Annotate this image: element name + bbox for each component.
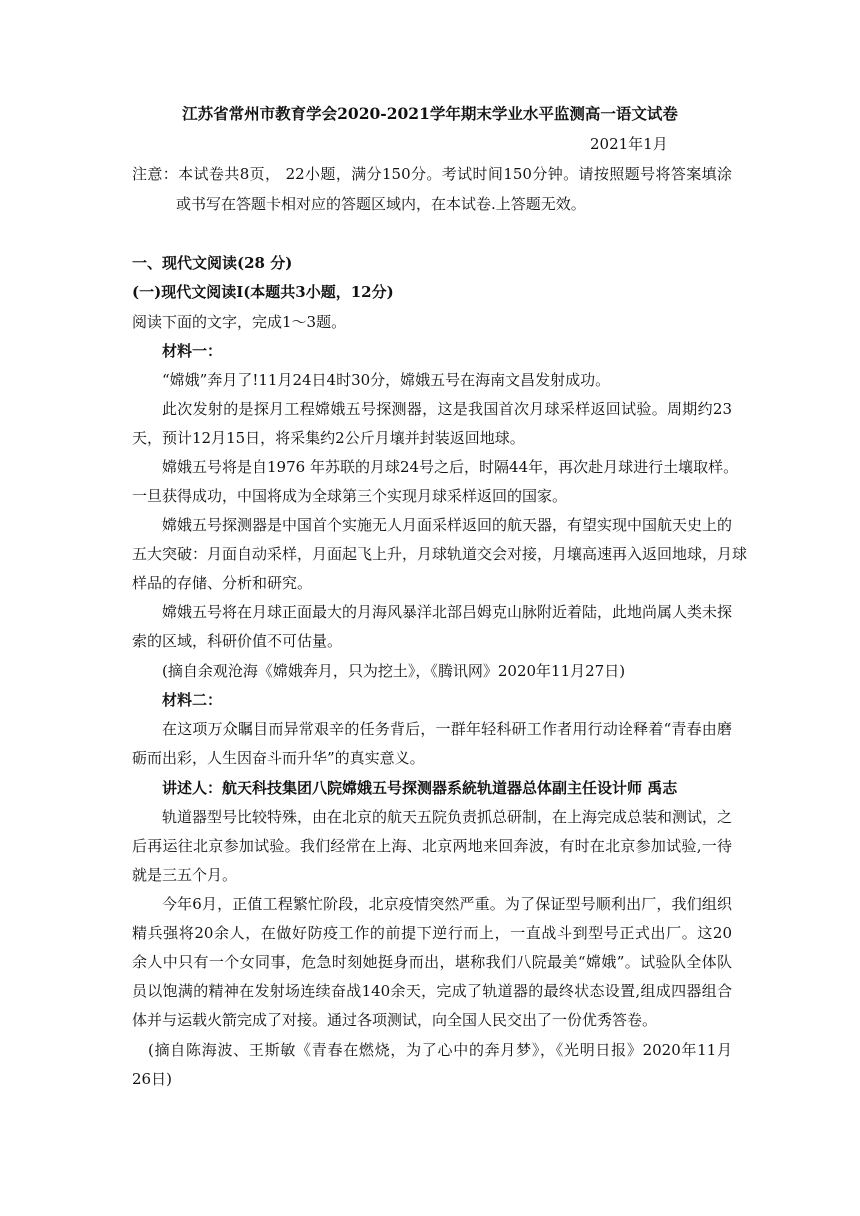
material2-source: (摘自陈海波、王斯敏《青春在燃烧，为了心中的奔月梦》，《光明日报》2020年11月 xyxy=(148,1041,732,1059)
material1-paragraph: 嫦娥五号将是自1976 年苏联的月球24号之后，时隔44年，再次赴月球进行土壤取样。 xyxy=(162,458,739,476)
material1-source: (摘自余观沧海《嫦娥奔月，只为挖土》，《腾讯网》2020年11月27日) xyxy=(162,662,626,680)
material2-paragraph: 员以饱满的精神在发射场连续奋战140余天，完成了轨道器的最终状态设置,组成四器组合 xyxy=(132,982,732,1000)
notice-line-1: 注意：本试卷共8页， 22小题，满分150分。考试时间150分钟。请按照题号将答案填涂 xyxy=(132,165,732,183)
material2-source: 26日) xyxy=(132,1070,172,1088)
material1-paragraph: 嫦娥五号探测器是中国首个实施无人月面采样返回的航天器，有望实现中国航天史上的 xyxy=(162,516,733,534)
material2-label: 材料二： xyxy=(162,691,223,709)
material1-paragraph: 一旦获得成功，中国将成为全球第三个实现月球采样返回的国家。 xyxy=(132,487,568,505)
material2-paragraph: 轨道器型号比较特殊，由在北京的航天五院负责抓总研制，在上海完成总装和测试，之 xyxy=(162,808,733,826)
material1-paragraph: 天，预计12月15日，将采集约2公斤月壤并封装返回地球。 xyxy=(132,429,525,447)
material1-paragraph: 嫦娥五号将在月球正面最大的月海风暴洋北部吕姆克山脉附近着陆，此地尚属人类未探 xyxy=(162,603,733,621)
exam-title: 江苏省常州市教育学会2020-2021学年期末学业水平监测高一语文试卷 xyxy=(182,104,678,123)
subsection-heading: (一)现代文阅读Ⅰ(本题共3小题，12分) xyxy=(132,283,394,301)
material1-paragraph: 样品的存储、分析和研究。 xyxy=(132,574,313,592)
material2-speaker: 讲述人：航天科技集团八院嫦娥五号探测器系統轨道器总体副主任设计师 禹志 xyxy=(162,779,678,797)
material2-paragraph: 今年6月，正值工程繁忙阶段，北京疫情突然严重。为了保证型号顺利出厂，我们组织 xyxy=(162,895,732,913)
material1-paragraph: 五大突破：月面自动采样，月面起飞上升，月球轨道交会对接，月壤高速再入返回地球，月球 xyxy=(132,545,748,563)
material1-label: 材料一： xyxy=(162,342,223,360)
material2-paragraph: 砺而出彩，人生因奋斗而升华”的真实意义。 xyxy=(132,749,425,767)
notice-line-2: 或书写在答题卡相对应的答题区域内，在本试卷.上答题无效。 xyxy=(176,195,586,213)
material1-paragraph: 索的区域，科研价值不可估量。 xyxy=(132,632,343,650)
material1-paragraph: “嫦娥”奔月了!11月24日4时30分，嫦娥五号在海南文昌发射成功。 xyxy=(162,371,611,389)
material2-paragraph: 后再运往北京参加试验。我们经常在上海、北京两地来回奔波，有时在北京参加试验,一待 xyxy=(132,837,732,855)
material2-paragraph: 精兵强将20余人，在做好防疫工作的前提下逆行而上，一直战斗到型号正式出厂。这20 xyxy=(132,924,732,942)
material2-paragraph: 就是三五个月。 xyxy=(132,866,238,884)
material2-paragraph: 在这项万众瞩目而异常艰辛的任务背后，一群年轻科研工作者用行动诠释着“青春由磨 xyxy=(162,720,732,738)
material1-paragraph: 此次发射的是探月工程嫦娥五号探测器，这是我国首次月球采样返回试验。周期约23 xyxy=(162,400,732,418)
material2-paragraph: 余人中只有一个女同事，危急时刻她挺身而出，堪称我们八院最美“嫦娥”。试验队全体队 xyxy=(132,953,732,971)
exam-date: 2021年1月 xyxy=(590,135,668,153)
section-heading: 一、现代文阅读(28 分) xyxy=(132,254,293,272)
instruction-text: 阅读下面的文字，完成1～3题。 xyxy=(132,313,347,331)
material2-paragraph: 体并与运载火箭完成了对接。通过各项测试，向全国人民交出了一份优秀答卷。 xyxy=(132,1011,658,1029)
